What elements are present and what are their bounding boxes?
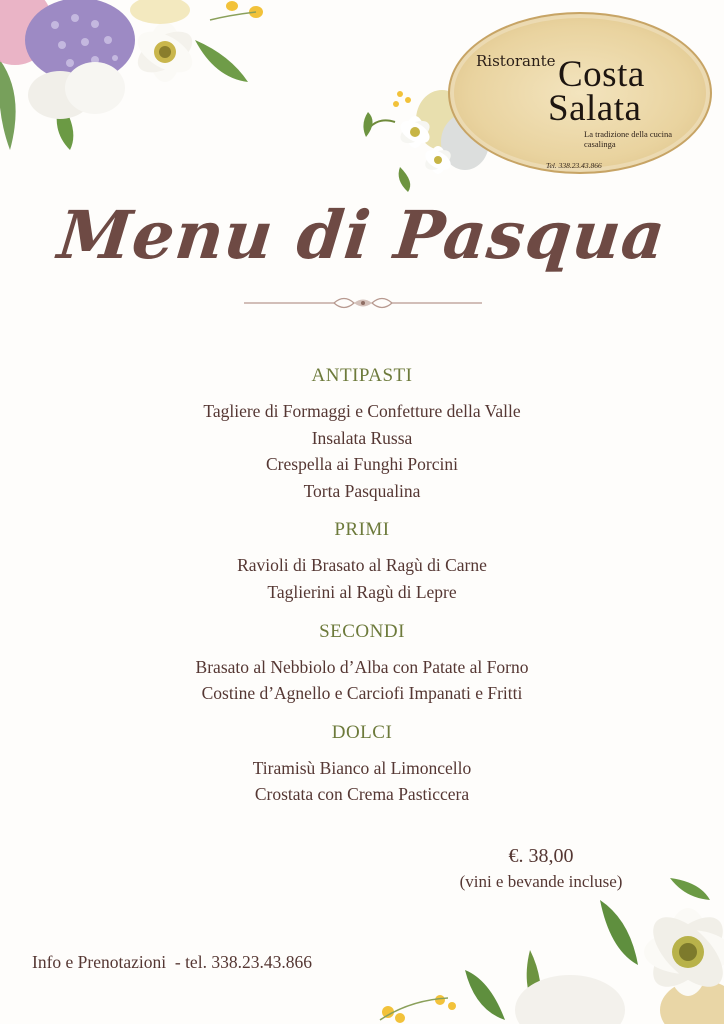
menu-item: Taglierini al Ragù di Lepre <box>267 581 457 602</box>
section-heading: DOLCI <box>331 721 393 743</box>
menu-item: Costine d’Agnello e Carciofi Impanati e Fritti <box>201 683 523 704</box>
price-amount: €. 38,00 <box>508 845 574 867</box>
logo-tagline: La tradizione della cucina casalinga <box>584 129 673 149</box>
menu-list <box>0 362 724 808</box>
menu-item: Tiramisù Bianco al Limoncello <box>252 757 472 778</box>
ornamental-divider <box>244 292 482 314</box>
logo-ristorante-label: Ristorante <box>476 52 556 70</box>
section-heading: ANTIPASTI <box>311 365 413 386</box>
menu-item: Brasato al Nebbiolo d’Alba con Patate al Forno <box>195 656 529 677</box>
menu-item: Crespella ai Funghi Porcini <box>266 454 458 475</box>
menu-item: Tagliere di Formaggi e Confetture della Valle <box>203 401 521 421</box>
restaurant-logo <box>448 12 712 174</box>
price-note: (vini e bevande incluse) <box>459 872 623 891</box>
section-antipasti <box>0 362 724 504</box>
logo-telephone: Tel. 338.23.43.866 <box>546 161 602 170</box>
floral-decoration-top-left <box>0 0 280 160</box>
section-heading: SECONDI <box>319 620 405 642</box>
menu-item: Crostata con Crema Pasticcera <box>254 784 470 805</box>
section-primi <box>0 516 724 605</box>
section-heading: PRIMI <box>334 519 390 541</box>
menu-item: Ravioli di Brasato al Ragù di Carne <box>237 555 487 576</box>
menu-item: Insalata Russa <box>311 427 413 448</box>
logo-name-line2: Salata <box>548 88 642 129</box>
section-secondi <box>0 618 724 707</box>
logo-name-line1: Costa <box>558 54 645 95</box>
section-dolci <box>0 719 724 808</box>
booking-info: Info e Prenotazioni - tel. 338.23.43.866 <box>32 952 312 972</box>
menu-item: Torta Pasqualina <box>303 480 421 501</box>
page-title: Menu di Pasqua <box>54 196 670 274</box>
floral-decoration-bottom-right <box>370 870 724 1024</box>
